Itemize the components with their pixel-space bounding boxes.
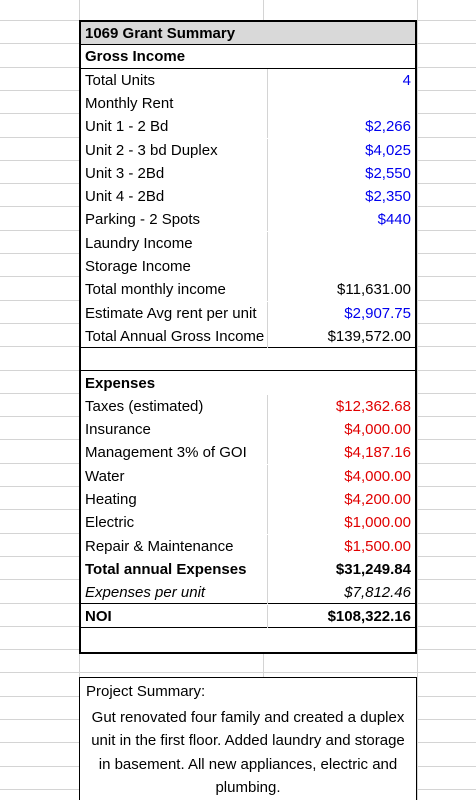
expense-row[interactable] [81, 535, 415, 558]
row-label: Repair & Maintenance [85, 537, 234, 555]
row-value [269, 348, 411, 371]
noi-row[interactable] [81, 605, 415, 628]
expenses-heading-row[interactable] [81, 372, 415, 395]
row-label: Monthly Rent [85, 94, 174, 112]
row-value [269, 255, 411, 278]
cell-divider [267, 302, 268, 325]
income-row[interactable] [81, 255, 415, 278]
income-row[interactable] [81, 208, 415, 231]
project-summary-box[interactable] [79, 677, 417, 800]
row-value: $139,572.00 [327, 327, 411, 345]
row-value: $1,000.00 [344, 514, 411, 532]
row-label: Total Units [85, 71, 156, 89]
cell-divider [267, 185, 268, 208]
income-row[interactable] [81, 278, 415, 301]
row-value: $2,266 [365, 118, 411, 136]
cell-divider [267, 255, 268, 278]
cell-divider [267, 511, 268, 534]
cell-divider [267, 395, 268, 418]
income-row[interactable] [81, 69, 415, 92]
row-value: $1,500.00 [344, 537, 411, 555]
row-label [85, 628, 267, 651]
cell-divider [267, 278, 268, 301]
grant-summary-table [79, 20, 417, 654]
row-label: NOI [85, 607, 112, 625]
row-value [269, 232, 411, 255]
total-expenses-row[interactable] [81, 558, 415, 581]
income-row[interactable] [81, 92, 415, 115]
project-summary-title: Project Summary: [86, 683, 206, 700]
row-label: Management 3% of GOI [85, 444, 247, 462]
row-value: $2,550 [365, 164, 411, 182]
expenses-per-unit-row[interactable] [81, 581, 415, 604]
cell-divider [267, 232, 268, 255]
blank-row[interactable] [81, 348, 415, 371]
row-label: Storage Income [85, 258, 191, 275]
row-value: $440 [377, 211, 411, 229]
cell-divider [267, 605, 268, 628]
expense-row[interactable] [81, 441, 415, 464]
row-value: $4,000.00 [344, 421, 411, 439]
row-value: $4,200.00 [344, 491, 411, 508]
row-label: Laundry Income [85, 234, 193, 252]
income-row[interactable] [81, 185, 415, 208]
row-label [85, 348, 267, 371]
title-row[interactable] [81, 22, 415, 45]
cell-divider [267, 558, 268, 581]
row-value: 4 [402, 71, 411, 89]
sheet-title: 1069 Grant Summary [85, 25, 236, 42]
expense-row[interactable] [81, 511, 415, 534]
row-label: Unit 4 - 2Bd [85, 188, 165, 206]
cell-divider [267, 139, 268, 162]
row-value: $4,187.16 [344, 444, 411, 462]
row-value: $31,249.84 [335, 560, 411, 578]
income-row[interactable] [81, 115, 415, 138]
cell-divider [267, 208, 268, 231]
income-row[interactable] [81, 325, 415, 348]
income-row[interactable] [81, 232, 415, 255]
row-value [269, 628, 411, 651]
expense-row[interactable] [81, 395, 415, 418]
grid-row-line [0, 672, 476, 673]
cell-divider [267, 418, 268, 441]
cell-divider [267, 325, 268, 348]
cell-divider [267, 488, 268, 511]
cell-divider [267, 115, 268, 138]
row-label: Total annual Expenses [85, 560, 247, 578]
income-heading: Gross Income [85, 48, 186, 66]
cell-divider [267, 92, 268, 115]
blank-row[interactable] [81, 628, 415, 651]
row-value: $11,631.00 [337, 281, 411, 299]
row-label: Unit 1 - 2 Bd [85, 118, 169, 136]
row-value: $12,362.68 [335, 397, 411, 415]
row-value: $7,812.46 [344, 584, 411, 602]
row-label: Taxes (estimated) [85, 397, 204, 415]
row-label: Unit 3 - 2Bd [85, 164, 165, 182]
row-label: Expenses per unit [85, 584, 206, 602]
row-label: Heating [85, 491, 137, 508]
cell-divider [267, 465, 268, 488]
grid-column-line [417, 0, 418, 800]
row-label: Estimate Avg rent per unit [85, 304, 257, 322]
income-row[interactable] [81, 162, 415, 185]
row-label: Electric [85, 514, 135, 532]
row-value [269, 92, 411, 115]
cell-divider [267, 162, 268, 185]
row-value: $2,350 [365, 188, 411, 206]
row-label: Insurance [85, 421, 151, 439]
row-value: $4,025 [365, 141, 411, 159]
cell-divider [267, 581, 268, 604]
income-heading-row[interactable] [81, 45, 415, 68]
cell-divider [267, 69, 268, 92]
expense-row[interactable] [81, 465, 415, 488]
income-row[interactable] [81, 302, 415, 325]
income-row[interactable] [81, 139, 415, 162]
row-value: $108,322.16 [327, 607, 411, 625]
expense-row[interactable] [81, 418, 415, 441]
row-label: Water [85, 467, 125, 485]
row-label: Unit 2 - 3 bd Duplex [85, 141, 218, 159]
cell-divider [267, 441, 268, 464]
row-value: $2,907.75 [344, 304, 411, 322]
row-label: Total Annual Gross Income [85, 327, 265, 345]
project-summary-text: Gut renovated four family and created a duplex unit in the first floor. Added laundry and storage in basement. All new appliances, electric and plumbing. [91, 709, 405, 796]
expenses-heading: Expenses [85, 374, 156, 392]
cell-divider [267, 535, 268, 558]
row-label: Parking - 2 Spots [85, 211, 201, 229]
row-label: Total monthly income [85, 281, 226, 299]
row-value: $4,000.00 [344, 467, 411, 485]
expense-row[interactable] [81, 488, 415, 511]
